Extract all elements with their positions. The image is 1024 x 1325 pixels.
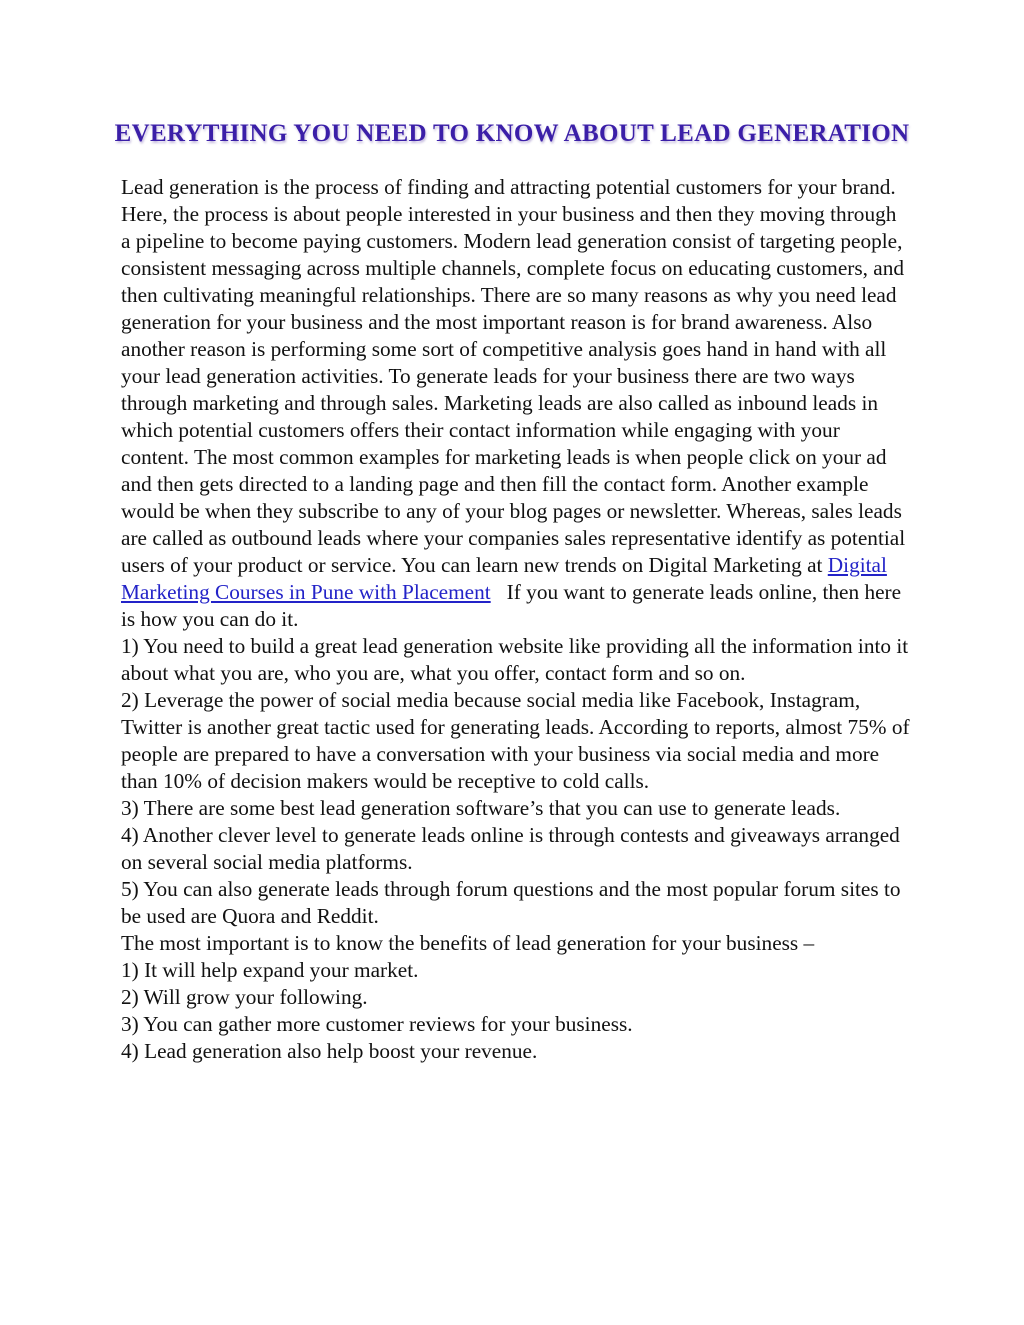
method-item: 4) Another clever level to generate leads online is through contests and giveaways arranged on several social media platforms. xyxy=(121,823,900,874)
benefits-intro: The most important is to know the benefits of lead generation for your business – xyxy=(121,931,815,955)
benefit-item: 2) Will grow your following. xyxy=(121,985,368,1009)
intro-paragraph xyxy=(121,174,911,633)
document-title: EVERYTHING YOU NEED TO KNOW ABOUT LEAD GENERATION xyxy=(114,120,910,147)
method-item: 3) There are some best lead generation software’s that you can use to generate leads. xyxy=(121,796,841,820)
benefit-item: 3) You can gather more customer reviews for your business. xyxy=(121,1012,633,1036)
digital-marketing-courses-link[interactable]: Digital Marketing Courses in Pune with Placement xyxy=(121,553,887,604)
intro-text: Lead generation is the process of finding and attracting potential customers for your brand. Here, the process is about people interested in your business and then they moving through a pipeline to become paying customers. Modern lead generation consist of targeting people, consistent messaging across multiple channels, complete focus on educating customers, and then cultivating meaningful relationships. There are so many reasons as why you need lead generation for your business and the most important reason is for brand awareness. Also another reason is performing some sort of competitive analysis goes hand in hand with all your lead generation activities. To generate leads for your business there are two ways through marketing and through sales. Marketing leads are also called as inbound leads in which potential customers offers their contact information while engaging with your content. The most common examples for marketing leads is when people click on your ad and then gets directed to a landing page and then fill the contact form. Another example would be when they subscribe to any of your blog pages or newsletter. Whereas, sales leads are called as outbound leads where your companies sales representative identify as potential users of your product or service. You can learn new trends on Digital Marketing at xyxy=(121,175,906,577)
title-container xyxy=(0,120,1024,148)
benefit-item: 1) It will help expand your market. xyxy=(121,958,419,982)
method-item: 1) You need to build a great lead generation website like providing all the information into it about what you are, who you are, what you offer, contact form and so on. xyxy=(121,634,909,685)
benefit-item: 4) Lead generation also help boost your revenue. xyxy=(121,1039,538,1063)
document-body xyxy=(121,174,911,1065)
intro-continuation: If you want to generate leads online, then here is how you can do it. xyxy=(121,580,902,631)
method-item: 5) You can also generate leads through forum questions and the most popular forum sites to be used are Quora and Reddit. xyxy=(121,877,901,928)
method-item: 2) Leverage the power of social media because social media like Facebook, Instagram, Twitter is another great tactic used for generating leads. According to reports, almost 75% of people are prepared to have a conversation with your business via social media and more than 10% of decision makers would be receptive to cold calls. xyxy=(121,688,910,793)
